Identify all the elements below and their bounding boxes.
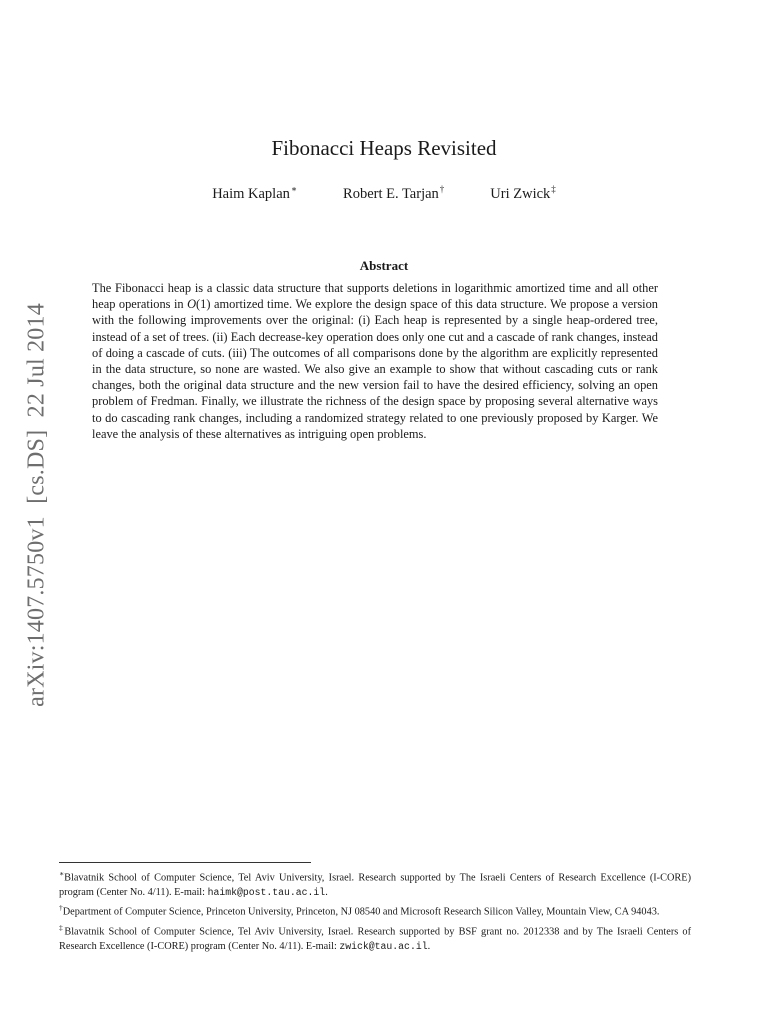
footnote-mark: ‡ — [59, 922, 65, 932]
arxiv-date: 22 Jul 2014 — [23, 303, 50, 418]
author-footnote-mark: ∗ — [290, 184, 298, 194]
author-footnote-mark: ‡ — [551, 184, 556, 194]
footnote-text: Blavatnik School of Computer Science, Tel Aviv University, Israel. Research supported by BSF grant no. 2012338 and by The Israeli Centers of Research Excellence (I-CORE) program (Center No. 4/11). E-mail: — [59, 926, 692, 953]
arxiv-identifier — [24, 303, 51, 707]
footnote-tail: . — [325, 887, 328, 899]
abstract-heading: Abstract — [359, 258, 409, 273]
author-list — [0, 184, 768, 203]
arxiv-category: [cs.DS] — [23, 429, 50, 504]
big-o-symbol: O — [187, 297, 197, 312]
paper-title: Fibonacci Heaps Revisited — [271, 136, 497, 160]
footnote-mark: † — [59, 903, 63, 913]
footnote-tail: . — [427, 941, 431, 953]
author-tarjan — [343, 184, 444, 203]
author-zwick — [490, 184, 556, 203]
footnote-mark: ∗ — [59, 869, 65, 878]
author-kaplan — [212, 184, 297, 203]
footnote-text: Blavatnik School of Computer Science, Tel Aviv University, Israel. Research supported by The Israeli Centers of Research Excellence (I-CORE) program (Center No. 4/11). E-mail: — [59, 872, 691, 899]
footnote-zwick — [59, 920, 691, 954]
author-name: Haim Kaplan — [212, 185, 290, 202]
email-link[interactable]: haimk@post.tau.ac.il — [207, 887, 326, 899]
email-link[interactable]: zwick@tau.ac.il — [339, 941, 428, 953]
footnote-kaplan — [59, 866, 691, 900]
footnote-text: Department of Computer Science, Princeton University, Princeton, NJ 08540 and Microsoft Research Silicon Valley, Mountain View, CA 94043. — [62, 906, 660, 918]
footnotes — [59, 866, 691, 954]
abstract-part-2: amortized time. We explore the design space of this data structure. We propose a version with the following improvements over the original: (i) Each heap is represented by a single heap-ordered tree, instead of a set of trees. (ii) Each decrease-key operation does only one cut and a cascade of rank changes, instead of doing a cascade of cuts. (iii) The outcomes of all comparisons done by the algorithm are explicitly represented in the data structure, so none are wasted. We also give an example to show that without cascading cuts or rank changes, both the original data structure and the new version fail to have the desired efficiency, solving an open problem of Fredman. Finally, we illustrate the richness of the design space by proposing several alternative ways to do cascading rank changes, including a randomized strategy related to one previously proposed by Karger. We leave the analysis of these alternatives as intriguing open problems. — [92, 297, 659, 441]
abstract-text — [92, 280, 658, 442]
abstract-part-1: The Fibonacci heap is a classic data structure that supports deletions in logarithmic amortized time and all other heap operations in — [92, 281, 658, 312]
big-o-argument: (1) — [196, 297, 211, 312]
author-name: Robert E. Tarjan — [343, 185, 439, 202]
author-name: Uri Zwick — [490, 185, 551, 202]
footnote-tarjan — [59, 900, 691, 919]
arxiv-id: arXiv:1407.5750v1 — [23, 516, 50, 707]
footnote-divider — [59, 862, 311, 863]
arxiv-sidebar-stamp — [17, 290, 57, 720]
author-footnote-mark: † — [439, 184, 445, 194]
